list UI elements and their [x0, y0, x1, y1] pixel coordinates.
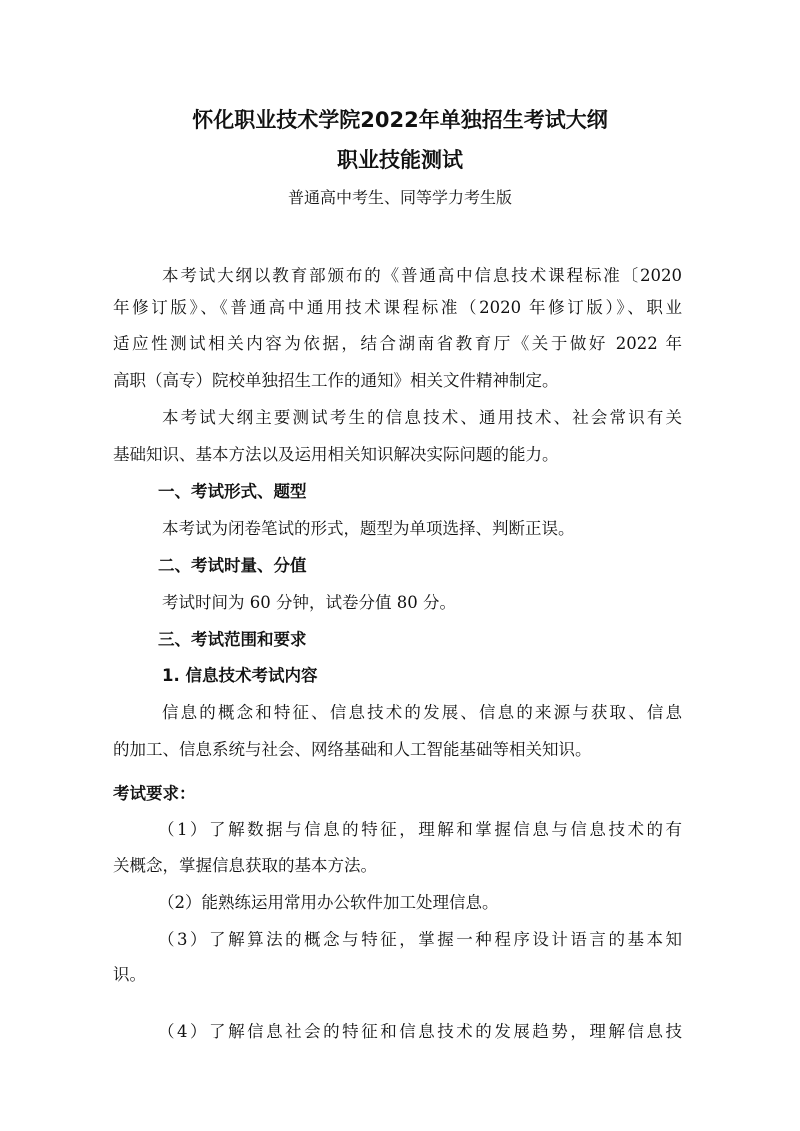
- section-3-1-heading: 1. 信息技术考试内容: [162, 666, 318, 685]
- intro-p1-line-3: 适应性测试相关内容为依据，结合湖南省教育厅《关于做好 2022 年: [113, 334, 682, 353]
- intro-p2-line-2: 基础知识、基本方法以及运用相关知识解决实际问题的能力。: [113, 445, 559, 464]
- requirement-3-line-2: 识。: [113, 965, 146, 984]
- section-2-text: 考试时间为 60 分钟，试卷分值 80 分。: [162, 593, 456, 612]
- edition-label: 普通高中考生、同等学力考生版: [287, 188, 512, 207]
- requirement-1-line-1: （1）了解数据与信息的特征，理解和掌握信息与信息技术的有: [158, 820, 682, 839]
- intro-p2-line-1: 本考试大纲主要测试考生的信息技术、通用技术、社会常识有关: [162, 408, 682, 427]
- intro-p1-line-4: 高职（高专）院校单独招生工作的通知》相关文件精神制定。: [113, 371, 559, 390]
- section-1-heading: 一、考试形式、题型: [158, 482, 307, 501]
- requirement-2: （2）能熟练运用常用办公软件加工处理信息。: [158, 893, 499, 912]
- section-3-heading: 三、考试范围和要求: [158, 630, 307, 649]
- document-subtitle: 职业技能测试: [337, 148, 463, 172]
- document-title: 怀化职业技术学院2022年单独招生考试大纲: [192, 108, 608, 132]
- requirement-1-line-2: 关概念，掌握信息获取的基本方法。: [113, 856, 377, 875]
- intro-p1-line-1: 本考试大纲以教育部颁布的《普通高中信息技术课程标准〔2020: [162, 266, 682, 285]
- section-1-text: 本考试为闭卷笔试的形式，题型为单项选择、判断正误。: [162, 519, 575, 538]
- section-2-heading: 二、考试时量、分值: [158, 556, 307, 575]
- requirement-4-line-1: （4）了解信息社会的特征和信息技术的发展趋势，理解信息技: [158, 1022, 682, 1041]
- intro-p1-line-2: 年修订版》、《普通高中通用技术课程标准（2020 年修订版）》、职业: [113, 298, 682, 317]
- section-3-1-line-2: 的加工、信息系统与社会、网络基础和人工智能基础等相关知识。: [113, 740, 592, 759]
- requirements-heading: 考试要求：: [113, 784, 196, 803]
- requirement-3-line-1: （3）了解算法的概念与特征，掌握一种程序设计语言的基本知: [158, 930, 682, 949]
- section-3-1-line-1: 信息的概念和特征、信息技术的发展、信息的来源与获取、信息: [162, 703, 682, 722]
